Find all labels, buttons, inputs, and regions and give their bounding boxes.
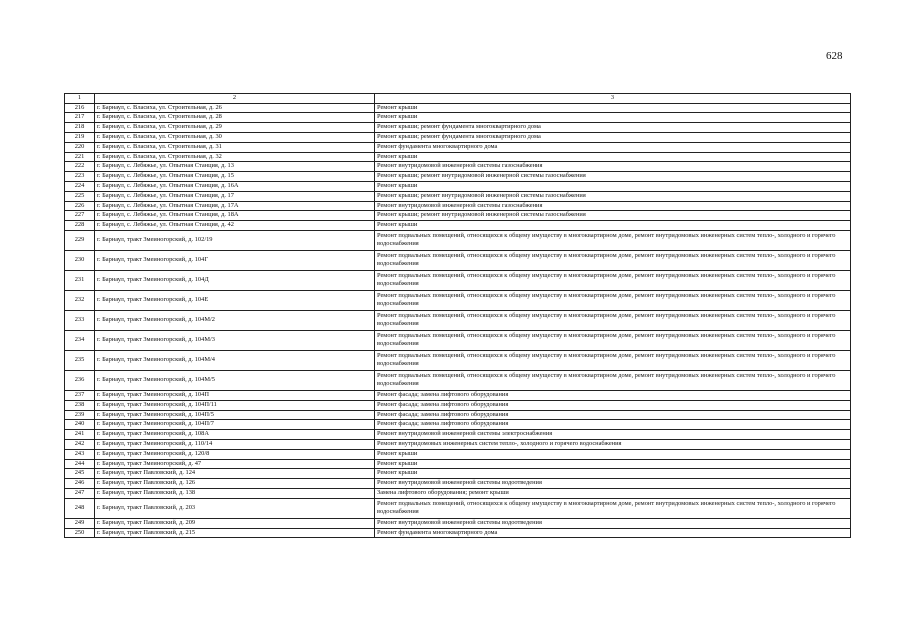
address-cell: г. Барнаул, с. Лебяжье, ул. Опытная Станция, д. 18А	[95, 211, 375, 221]
row-number-cell: 234	[65, 330, 95, 350]
address-cell: г. Барнаул, тракт Змеиногорский, д. 47	[95, 459, 375, 469]
address-cell: г. Барнаул, тракт Павловский, д. 138	[95, 488, 375, 498]
table-row	[65, 211, 851, 221]
address-cell: г. Барнаул, тракт Змеиногорский, д. 104М/4	[95, 350, 375, 370]
column-header-number: 1	[65, 94, 95, 104]
work-type-cell: Ремонт фасада; замена лифтового оборудования	[375, 400, 851, 410]
row-number-cell: 228	[65, 221, 95, 231]
table-row	[65, 370, 851, 390]
address-cell: г. Барнаул, с. Лебяжье, ул. Опытная Станция, д. 17А	[95, 201, 375, 211]
work-type-cell: Ремонт внутридомовой инженерной системы газоснабжения	[375, 201, 851, 211]
work-type-cell: Ремонт крыши	[375, 103, 851, 113]
row-number-cell: 232	[65, 290, 95, 310]
row-number-cell: 250	[65, 528, 95, 538]
table-row	[65, 270, 851, 290]
table-row	[65, 162, 851, 172]
address-cell: г. Барнаул, тракт Змеиногорский, д. 104М/2	[95, 310, 375, 330]
table-row	[65, 310, 851, 330]
address-cell: г. Барнаул, тракт Змеиногорский, д. 104Е	[95, 290, 375, 310]
address-cell: г. Барнаул, с. Власиха, ул. Строительная, д. 31	[95, 142, 375, 152]
column-header-address: 2	[95, 94, 375, 104]
work-type-cell: Ремонт подвальных помещений, относящихся к общему имуществу в многоквартирном доме, ремонт внутридомовых инженерных систем тепло-, холодного и горячего водоснабжения	[375, 230, 851, 250]
row-number-cell: 243	[65, 449, 95, 459]
work-type-cell: Ремонт подвальных помещений, относящихся к общему имуществу в многоквартирном доме, ремонт внутридомовых инженерных систем тепло-, холодного и горячего водоснабжения	[375, 270, 851, 290]
row-number-cell: 220	[65, 142, 95, 152]
table-row	[65, 152, 851, 162]
address-cell: г. Барнаул, тракт Павловский, д. 215	[95, 528, 375, 538]
row-number-cell: 240	[65, 420, 95, 430]
work-type-cell: Ремонт подвальных помещений, относящихся к общему имуществу в многоквартирном доме, ремонт внутридомовых инженерных систем тепло-, холодного и горячего водоснабжения	[375, 250, 851, 270]
table-row	[65, 221, 851, 231]
work-type-cell: Ремонт подвальных помещений, относящихся к общему имуществу в многоквартирном доме, ремонт внутридомовых инженерных систем тепло-, холодного и горячего водоснабжения	[375, 350, 851, 370]
address-cell: г. Барнаул, тракт Змеиногорский, д. 102/19	[95, 230, 375, 250]
work-type-cell: Ремонт внутридомовых инженерных систем тепло-, холодного и горячего водоснабжения	[375, 439, 851, 449]
row-number-cell: 223	[65, 172, 95, 182]
work-type-cell: Ремонт фундамента многоквартирного дома	[375, 142, 851, 152]
row-number-cell: 241	[65, 430, 95, 440]
row-number-cell: 225	[65, 191, 95, 201]
table-row	[65, 430, 851, 440]
work-type-cell: Ремонт подвальных помещений, относящихся к общему имуществу в многоквартирном доме, ремонт внутридомовых инженерных систем тепло-, холодного и горячего водоснабжения	[375, 330, 851, 350]
address-cell: г. Барнаул, тракт Змеиногорский, д. 104П/5	[95, 410, 375, 420]
work-type-cell: Замена лифтового оборудования; ремонт крыши	[375, 488, 851, 498]
address-cell: г. Барнаул, с. Власиха, ул. Строительная, д. 26	[95, 103, 375, 113]
row-number-cell: 242	[65, 439, 95, 449]
table-row	[65, 103, 851, 113]
capital-repair-table	[64, 93, 851, 538]
address-cell: г. Барнаул, с. Лебяжье, ул. Опытная Станция, д. 13	[95, 162, 375, 172]
row-number-cell: 238	[65, 400, 95, 410]
work-type-cell: Ремонт подвальных помещений, относящихся к общему имуществу в многоквартирном доме, ремонт внутридомовых инженерных систем тепло-, холодного и горячего водоснабжения	[375, 310, 851, 330]
work-type-cell: Ремонт крыши	[375, 113, 851, 123]
address-cell: г. Барнаул, тракт Змеиногорский, д. 108А	[95, 430, 375, 440]
work-type-cell: Ремонт фасада; замена лифтового оборудования	[375, 420, 851, 430]
address-cell: г. Барнаул, с. Лебяжье, ул. Опытная Станция, д. 42	[95, 221, 375, 231]
work-type-cell: Ремонт крыши	[375, 459, 851, 469]
row-number-cell: 247	[65, 488, 95, 498]
row-number-cell: 244	[65, 459, 95, 469]
table-row	[65, 390, 851, 400]
table-row	[65, 142, 851, 152]
column-header-works: 3	[375, 94, 851, 104]
work-type-cell: Ремонт внутридомовой инженерной системы газоснабжения	[375, 162, 851, 172]
work-type-cell: Ремонт крыши	[375, 152, 851, 162]
work-type-cell: Ремонт крыши; ремонт фундамента многоквартирного дома	[375, 132, 851, 142]
address-cell: г. Барнаул, с. Власиха, ул. Строительная, д. 28	[95, 113, 375, 123]
address-cell: г. Барнаул, тракт Павловский, д. 124	[95, 469, 375, 479]
table-row	[65, 518, 851, 528]
work-type-cell: Ремонт внутридомовой инженерной системы водоотведения	[375, 479, 851, 489]
table-row	[65, 479, 851, 489]
row-number-cell: 221	[65, 152, 95, 162]
address-cell: г. Барнаул, с. Лебяжье, ул. Опытная Станция, д. 15	[95, 172, 375, 182]
row-number-cell: 233	[65, 310, 95, 330]
row-number-cell: 227	[65, 211, 95, 221]
row-number-cell: 216	[65, 103, 95, 113]
address-cell: г. Барнаул, тракт Змеиногорский, д. 110/14	[95, 439, 375, 449]
table-row	[65, 469, 851, 479]
table-row	[65, 439, 851, 449]
table-row	[65, 123, 851, 133]
table-row	[65, 201, 851, 211]
address-cell: г. Барнаул, тракт Змеиногорский, д. 104П/7	[95, 420, 375, 430]
table-row	[65, 420, 851, 430]
row-number-cell: 236	[65, 370, 95, 390]
address-cell: г. Барнаул, тракт Змеиногорский, д. 104П	[95, 390, 375, 400]
row-number-cell: 218	[65, 123, 95, 133]
row-number-cell: 222	[65, 162, 95, 172]
row-number-cell: 249	[65, 518, 95, 528]
work-type-cell: Ремонт крыши	[375, 449, 851, 459]
table-row	[65, 191, 851, 201]
work-type-cell: Ремонт крыши; ремонт внутридомовой инженерной системы газоснабжения	[375, 191, 851, 201]
table-row	[65, 488, 851, 498]
table-row	[65, 498, 851, 518]
row-number-cell: 219	[65, 132, 95, 142]
table-row	[65, 250, 851, 270]
row-number-cell: 235	[65, 350, 95, 370]
row-number-cell: 226	[65, 201, 95, 211]
work-type-cell: Ремонт крыши; ремонт внутридомовой инженерной системы газоснабжения	[375, 172, 851, 182]
address-cell: г. Барнаул, тракт Павловский, д. 203	[95, 498, 375, 518]
work-type-cell: Ремонт крыши	[375, 181, 851, 191]
table-row	[65, 181, 851, 191]
address-cell: г. Барнаул, с. Власиха, ул. Строительная, д. 32	[95, 152, 375, 162]
row-number-cell: 246	[65, 479, 95, 489]
table-row	[65, 132, 851, 142]
address-cell: г. Барнаул, тракт Змеиногорский, д. 104М/3	[95, 330, 375, 350]
work-type-cell: Ремонт крыши	[375, 221, 851, 231]
address-cell: г. Барнаул, с. Власиха, ул. Строительная, д. 29	[95, 123, 375, 133]
table-row	[65, 172, 851, 182]
address-cell: г. Барнаул, тракт Павловский, д. 209	[95, 518, 375, 528]
address-cell: г. Барнаул, с. Власиха, ул. Строительная, д. 30	[95, 132, 375, 142]
page-number: 628	[826, 50, 843, 62]
row-number-cell: 217	[65, 113, 95, 123]
row-number-cell: 245	[65, 469, 95, 479]
table-header-row	[65, 94, 851, 104]
address-cell: г. Барнаул, тракт Змеиногорский, д. 104М/5	[95, 370, 375, 390]
work-type-cell: Ремонт внутридомовой инженерной системы водоотведения	[375, 518, 851, 528]
work-type-cell: Ремонт фасада; замена лифтового оборудования	[375, 410, 851, 420]
row-number-cell: 248	[65, 498, 95, 518]
work-type-cell: Ремонт подвальных помещений, относящихся к общему имуществу в многоквартирном доме, ремонт внутридомовых инженерных систем тепло-, холодного и горячего водоснабжения	[375, 498, 851, 518]
address-cell: г. Барнаул, с. Лебяжье, ул. Опытная Станция, д. 16А	[95, 181, 375, 191]
work-type-cell: Ремонт внутридомовой инженерной системы электроснабжения	[375, 430, 851, 440]
work-type-cell: Ремонт крыши; ремонт внутридомовой инженерной системы газоснабжения	[375, 211, 851, 221]
work-type-cell: Ремонт подвальных помещений, относящихся к общему имуществу в многоквартирном доме, ремонт внутридомовых инженерных систем тепло-, холодного и горячего водоснабжения	[375, 290, 851, 310]
row-number-cell: 231	[65, 270, 95, 290]
work-type-cell: Ремонт крыши; ремонт фундамента многоквартирного дома	[375, 123, 851, 133]
table-row	[65, 230, 851, 250]
work-type-cell: Ремонт фасада; замена лифтового оборудования	[375, 390, 851, 400]
address-cell: г. Барнаул, тракт Змеиногорский, д. 104П/11	[95, 400, 375, 410]
table-body	[65, 103, 851, 538]
table-row	[65, 330, 851, 350]
work-type-cell: Ремонт подвальных помещений, относящихся к общему имуществу в многоквартирном доме, ремонт внутридомовых инженерных систем тепло-, холодного и горячего водоснабжения	[375, 370, 851, 390]
address-cell: г. Барнаул, тракт Змеиногорский, д. 120/8	[95, 449, 375, 459]
table-row	[65, 400, 851, 410]
work-type-cell: Ремонт крыши	[375, 469, 851, 479]
address-cell: г. Барнаул, с. Лебяжье, ул. Опытная Станция, д. 17	[95, 191, 375, 201]
address-cell: г. Барнаул, тракт Павловский, д. 126	[95, 479, 375, 489]
table-row	[65, 528, 851, 538]
table-row	[65, 410, 851, 420]
row-number-cell: 239	[65, 410, 95, 420]
work-type-cell: Ремонт фундамента многоквартирного дома	[375, 528, 851, 538]
row-number-cell: 224	[65, 181, 95, 191]
table-row	[65, 290, 851, 310]
table-row	[65, 459, 851, 469]
table-row	[65, 449, 851, 459]
row-number-cell: 237	[65, 390, 95, 400]
row-number-cell: 229	[65, 230, 95, 250]
address-cell: г. Барнаул, тракт Змеиногорский, д. 104Г	[95, 250, 375, 270]
row-number-cell: 230	[65, 250, 95, 270]
table-row	[65, 350, 851, 370]
table-row	[65, 113, 851, 123]
address-cell: г. Барнаул, тракт Змеиногорский, д. 104Д	[95, 270, 375, 290]
